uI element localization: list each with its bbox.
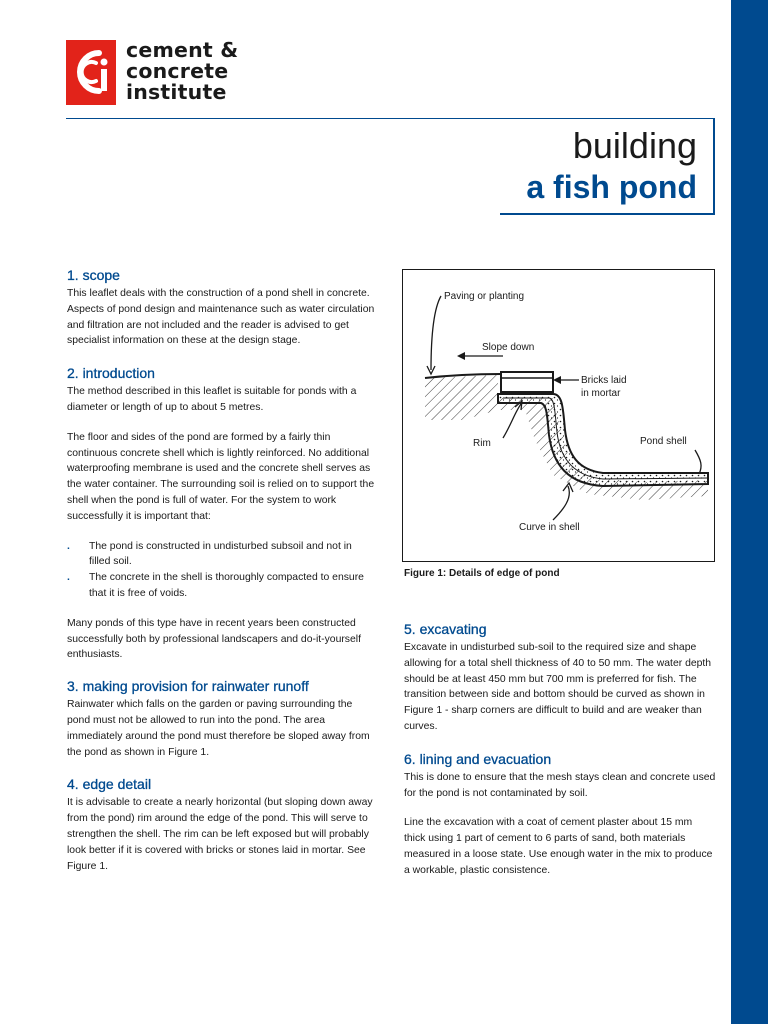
list-item: . The pond is constructed in undisturbed subsoil and not in filled soil. — [67, 540, 352, 568]
scope-paragraph: This leaflet deals with the construction of a pond shell in concrete. Aspects of pond design and maintenance such as water circulation and filtration are not included and the reader is advised to get specialist information on these at the design stage. — [67, 288, 375, 347]
logo-line-1: cement & — [126, 38, 239, 62]
lining-paragraph-2: Line the excavation with a coat of cement plaster about 15 mm thick using 1 part of cement to 6 parts of sand, both materials measured in a loose state. Use enough water in the mix to produce a workable, plastic consistence. — [404, 817, 713, 876]
logo-mark-icon — [66, 40, 116, 105]
scope-heading: 1. scope — [67, 267, 120, 283]
logo — [66, 40, 246, 106]
label-shell: Pond shell — [640, 436, 687, 447]
logo-line-2: concrete — [126, 59, 229, 83]
bullet-icon: . — [67, 540, 70, 552]
lining-paragraph-1: This is done to ensure that the mesh stays clean and concrete used for the pond is not contaminated by soil. — [404, 771, 716, 799]
right-column — [404, 620, 716, 879]
bullet-icon: . — [67, 572, 70, 584]
introduction-closing: Many ponds of this type have in recent years been constructed successfully both by professional landscapers and do-it-yourself enthusiasts. — [67, 617, 361, 661]
edge-paragraph: It is advisable to create a nearly horizontal (but sloping down away from the pond) rim around the edge of the pond. This will serve to strengthen the shell. The rim can be left exposed but will probably look better if it is covered with bricks or stones laid in mortar. See Figure 1. — [67, 797, 373, 872]
title-rule-right — [713, 118, 715, 215]
rainwater-paragraph: Rainwater which falls on the garden or paving surrounding the pond must not be allowed to run into the pond. The area immediately around the pond must therefore be sloped away from the pond as shown in Figure 1. — [67, 699, 370, 758]
excavating-paragraph: Excavate in undisturbed sub-soil to the required size and shape allowing for a total shell thickness of 40 to 50 mm. The water depth should be at least 450 mm but 700 mm is preferred for fish. The transition between side and bottom should be curved as shown in Figure 1 - sharp corners are difficult to build and are weaker than curves. — [404, 642, 712, 732]
label-bricks-2: in mortar — [581, 388, 621, 399]
label-bricks-1: Bricks laid — [581, 375, 627, 386]
edge-heading: 4. edge detail — [67, 776, 152, 793]
introduction-paragraph-2: The floor and sides of the pond are formed by a fairly thin continuous concrete shell which is lightly reinforced. No additional waterproofing membrane is used and the concrete shell serves as the water container. The surrounding soil is relied on to support the shell when the pond is full of water. For the system to work successfully it is important that: — [67, 431, 375, 522]
pond-edge-diagram — [403, 270, 714, 561]
figure-edge-of-pond — [402, 269, 715, 562]
excavating-heading: 5. excavating — [404, 621, 487, 637]
label-slope: Slope down — [482, 342, 535, 353]
list-item: . The concrete in the shell is thoroughly compacted to ensure that it is free of voids. — [67, 572, 364, 599]
title-rule-bottom — [500, 213, 715, 215]
side-accent-bar — [731, 0, 768, 1024]
lining-heading: 6. lining and evacuation — [404, 750, 552, 767]
requirements-list — [67, 539, 375, 602]
logo-text — [126, 40, 238, 103]
page-title-line-2: a fish pond — [526, 169, 697, 205]
page-title-line-1: building — [572, 125, 697, 166]
title-rule-top — [66, 118, 714, 119]
introduction-paragraph-1: The method described in this leaflet is suitable for ponds with a diameter or length of up to about 5 metres. — [67, 386, 357, 413]
figure-caption: Figure 1: Details of edge of pond — [404, 568, 560, 579]
label-curve: Curve in shell — [519, 522, 580, 533]
introduction-heading: 2. introduction — [67, 365, 155, 382]
left-column — [67, 266, 375, 874]
label-paving: Paving or planting — [444, 291, 525, 302]
label-rim: Rim — [473, 438, 491, 449]
logo-line-3: institute — [126, 80, 227, 104]
rainwater-heading: 3. making provision for rainwater runoff — [67, 678, 309, 695]
